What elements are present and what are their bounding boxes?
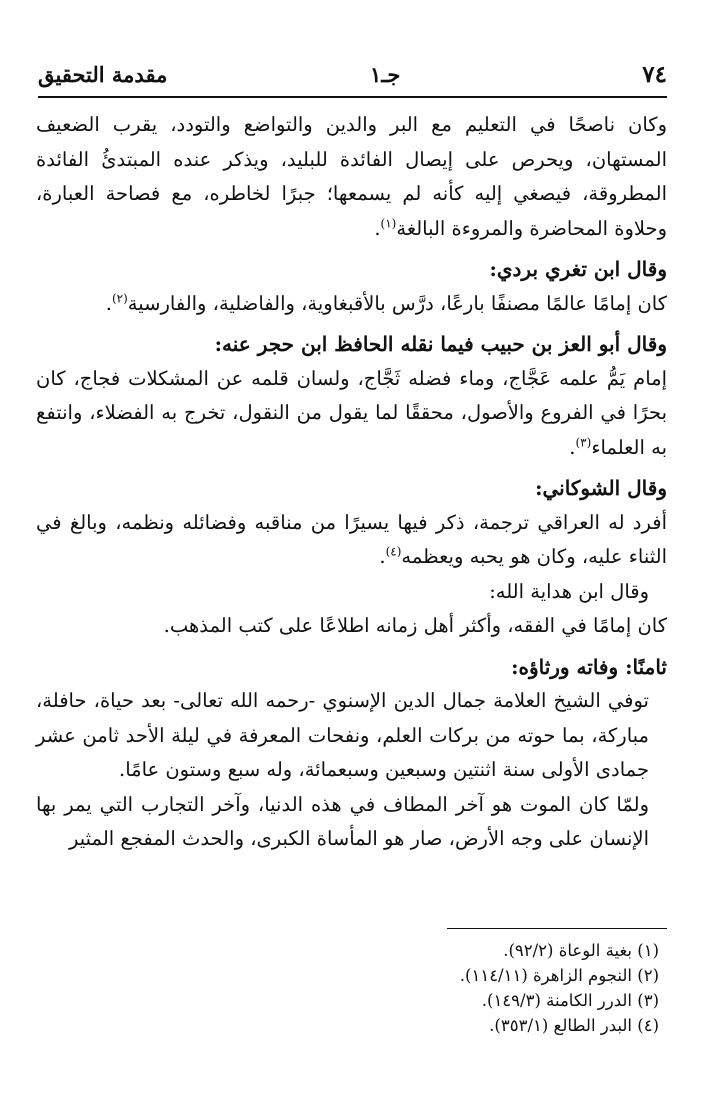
- paragraph-text: وقال الشوكاني:: [535, 476, 667, 500]
- body-paragraph: [36, 362, 667, 466]
- section-heading: [36, 252, 667, 287]
- section-heading: [36, 650, 667, 685]
- paragraph-end-punctuation: .: [374, 216, 381, 240]
- body-paragraph: [36, 788, 667, 857]
- section-heading: [36, 471, 667, 506]
- footnote: (٤) البدر الطالع (٣٥٣/١).: [489, 1016, 659, 1035]
- paragraph-text: كان إمامًا في الفقه، وأكثر أهل زمانه اطلاعًا على كتب المذهب.: [163, 614, 667, 637]
- paragraph-end-punctuation: .: [379, 545, 386, 568]
- footnote-marker: (٢): [111, 291, 128, 305]
- header-section-title: مقدمة التحقيق: [38, 62, 168, 87]
- paragraph-text: ولمّا كان الموت هو آخر المطاف في هذه الدنيا، وآخر التجارب التي يمر بها الإنسان على وجه الأرض، صار هو المأساة الكبرى، والحدث المفجع المثير: [36, 792, 649, 850]
- footnote-marker: (٤): [385, 544, 402, 559]
- paragraph-text: كان إمامًا عالمًا مصنفًا بارعًا، درَّس بالأقبغاوية، والفاضلية، والفارسية: [127, 291, 667, 315]
- footnote-separator: [447, 928, 667, 929]
- paragraph-end-punctuation: .: [105, 291, 112, 315]
- header-volume: جـ١: [370, 62, 401, 87]
- paragraph-text: وقال أبو العز بن حبيب فيما نقله الحافظ ابن حجر عنه:: [214, 332, 667, 356]
- body-paragraph: [36, 609, 667, 644]
- body-paragraph: [36, 287, 667, 322]
- body-paragraph: [36, 575, 667, 610]
- paragraph-text: وقال ابن تغري بردي:: [489, 257, 667, 281]
- paragraph-text: ثامنًا: وفاته ورثاؤه:: [511, 654, 667, 679]
- body-paragraph: [36, 108, 667, 246]
- footnote-marker: (٣): [575, 435, 592, 449]
- paragraph-text: إمام يَمُّ علمه عَجَّاج، وماء فضله ثَجَّاج، ولسان قلمه عن المشكلات فجاج، كان بحرًا في الفروع والأصول، محققًا لما يقول من النقول، تخرج به الفضلاء، وانتفع به العلماء: [36, 366, 667, 459]
- footnote: (٢) النجوم الزاهرة (١١٤/١١).: [459, 966, 659, 985]
- footnotes: [59, 938, 659, 1038]
- footnote-marker: (١): [380, 216, 397, 230]
- footnote: (٣) الدرر الكامنة (١٤٩/٣).: [481, 991, 659, 1010]
- page-number: ٧٤: [642, 61, 667, 88]
- paragraph-text: توفي الشيخ العلامة جمال الدين الإسنوي -رحمه الله تعالى- بعد حياة، حافلة، مباركة، بما حوته من بركات العلم، ونفحات المعرفة في ليلة الأحد ثامن عشر جمادى الأولى سنة اثنتين وسبعين وسبعمائة، وله سبع وستون عامًا.: [36, 689, 649, 781]
- body-text: [36, 108, 667, 857]
- paragraph-text: وقال ابن هداية الله:: [489, 579, 649, 603]
- section-heading: [36, 327, 667, 362]
- body-paragraph: [36, 506, 667, 575]
- paragraph-text: أفرد له العراقي ترجمة، ذكر فيها يسيرًا من مناقبه وفضائله ونظمه، وبالغ في الثناء عليه، وكان هو يحبه ويعظمه: [36, 510, 667, 568]
- paragraph-end-punctuation: .: [569, 435, 576, 459]
- paragraph-text: وكان ناصحًا في التعليم مع البر والدين والتواضع والتودد، يقرب الضعيف المستهان، ويحرص على إيصال الفائدة للبليد، ويذكر عنده المبتدئُ الفائدة المطروقة، فيصغي إليه كأنه لم يسمعها؛ جبرًا لخاطره، مع فصاحة العبارة، وحلاوة المحاضرة والمروءة البالغة: [36, 113, 667, 240]
- running-header: [38, 56, 667, 98]
- footnote: (١) بغية الوعاة (٩٢/٢).: [503, 941, 659, 960]
- body-paragraph: [36, 684, 667, 788]
